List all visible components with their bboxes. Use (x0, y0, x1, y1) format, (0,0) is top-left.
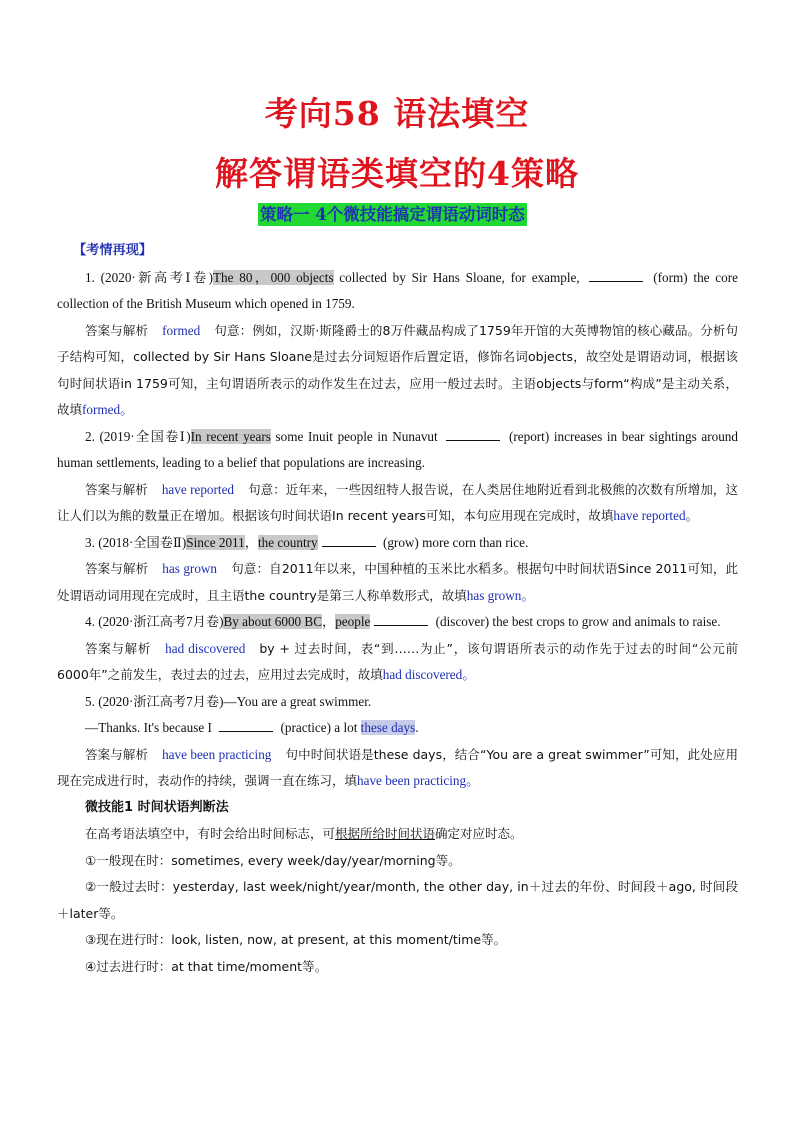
answer-3 (57, 556, 738, 609)
answer-4-end: had discovered。 (382, 667, 476, 682)
q5-text-a: —Thanks. It's because I (85, 720, 216, 735)
q5-blank (219, 720, 273, 732)
q2-blank (446, 429, 500, 441)
answer-4-analysis: by + 过去时间，表“到……为止”，该句谓语所表示的动作先于过去的时间“公元前6000年”之前发生，表过去的过去，应用过去完成时，故填 (57, 640, 738, 682)
answer-2-analysis: 句意：近年来，一些因纽特人报告说，在人类居住地附近看到北极熊的次数有所增加，这让人们以为熊的数量正在增加。根据该句时间状语In recent years可知，本句应用现在完成时，故填 (57, 481, 738, 523)
page-subtitle: 解答谓语类填空的4策略 (215, 154, 579, 193)
answer-label: 答案与解析 (85, 640, 152, 656)
page-title: 考向58 语法填空 (264, 94, 530, 133)
section-heading: 【考情再现】 (73, 243, 153, 258)
answer-3-end: has grown。 (466, 587, 535, 603)
answer-1-analysis: 句意：例如，汉斯·斯隆爵士的8万件藏品构成了1759年开馆的大英博物馆的核心藏品。分析句子结构可知，collected by Sir Hans Sloane是过去分词短语作后置定语，修饰名词objects，故空处是谓语动词，根据该句时间状语in 1759可知，主句谓语所表示的动作发生在过去，应用一般过去时。主语objects与form“构成”是主动关系，故填 (57, 322, 738, 417)
q3-blank (322, 535, 376, 547)
answer-2-value: have reported (161, 481, 235, 497)
answer-label: 答案与解析 (85, 561, 149, 576)
answer-1-end: formed。 (82, 402, 134, 417)
skill-1-intro (57, 821, 738, 848)
q2-source: 2. (2019·全国卷Ⅰ) (85, 428, 191, 444)
q2-text: some Inuit people in Nunavut (270, 428, 443, 444)
q1-blank (589, 270, 643, 282)
answer-5-analysis: 句中时间状语是these days，结合“You are a great swimmer”可知，此处应用现在完成进行时，表动作的持续，强调一直在练习，填 (57, 746, 738, 788)
question-5 (57, 689, 738, 716)
question-4 (57, 609, 738, 636)
skill-1-item: ④过去进行时：at that time/moment等。 (85, 958, 328, 974)
q5-source: 5. (2020·浙江高考7月卷)—You are a great swimmer. (85, 693, 372, 709)
q1-text: collected by Sir Hans Sloane, for example, (333, 269, 586, 285)
content-body (57, 238, 738, 980)
q2-highlight: In recent years (190, 428, 271, 444)
q2-tail: (report) increases in bear sightings around human settlements, leading to a belief that populations are increasing. (57, 428, 738, 470)
question-5-line2 (57, 715, 738, 742)
answer-3-analysis: 句意：自2011年以来，中国种植的玉米比水稻多。根据句中时间状语Since 2011可知，此处谓语动词用现在完成时，且主语the country是第三人称单数形式，故填 (57, 561, 738, 603)
question-3 (57, 530, 738, 557)
answer-label: 答案与解析 (85, 481, 148, 497)
q1-source: 1. (2020·新高考Ⅰ卷) (85, 269, 213, 285)
skill-1-intro-a: 在高考语法填空中，有时会给出时间标志，可 (85, 826, 336, 841)
skill-1-item: ②一般过去时：yesterday, last week/night/year/month, the other day, in＋过去的年份、时间段＋ago, 时间段＋later等。 (57, 879, 738, 921)
q5-text-b: (practice) a lot (277, 720, 361, 735)
answer-2-end: have reported。 (613, 508, 699, 523)
q4-source: 4. (2020·浙江高考7月卷) (85, 614, 224, 629)
skill-1-intro-underline: 根据所给时间状语 (335, 826, 436, 841)
q4-sep: ， (322, 614, 336, 629)
q5-text-c: . (415, 720, 419, 735)
q3-sep: ， (244, 534, 258, 550)
skill-1-item: ③现在进行时：look, listen, now, at present, at this moment/time等。 (85, 932, 507, 947)
q3-source: 3. (2018·全国卷Ⅱ) (85, 534, 187, 550)
answer-5-value: have been practicing (162, 746, 272, 762)
answer-label: 答案与解析 (85, 322, 149, 338)
q5-highlight: these days (360, 720, 416, 735)
answer-5 (57, 742, 738, 795)
answer-2 (57, 477, 738, 530)
question-1 (57, 265, 738, 318)
strategy-banner: 策略一 4个微技能搞定谓语动词时态 (260, 205, 525, 224)
q4-highlight-2: people (335, 614, 371, 629)
answer-5-end: have been practicing。 (357, 773, 480, 788)
skill-1-item: ①一般现在时：sometimes, every week/day/year/morning等。 (85, 852, 461, 868)
answer-3-value: has grown (162, 561, 218, 576)
answer-1 (57, 318, 738, 424)
q4-tail: (discover) the best crops to grow and animals to raise. (432, 614, 721, 629)
answer-1-value: formed (162, 322, 201, 338)
skill-1-heading: 微技能1 时间状语判断法 (85, 799, 229, 815)
question-2 (57, 424, 738, 477)
q4-highlight-1: By about 6000 BC (223, 614, 323, 629)
answer-4 (57, 636, 738, 689)
q1-tail: (form) the core collection of the British Museum which opened in 1759. (57, 269, 738, 311)
answer-label: 答案与解析 (85, 746, 149, 762)
q3-highlight-2: the country (257, 534, 318, 550)
q3-tail: (grow) more corn than rice. (379, 534, 529, 550)
skill-1-intro-b: 确定对应时态。 (435, 826, 523, 841)
q3-highlight-1: Since 2011 (186, 534, 245, 550)
answer-4-value: had discovered (165, 640, 246, 656)
q1-highlight: The 80，000 objects (213, 269, 334, 285)
q4-blank (374, 614, 428, 626)
